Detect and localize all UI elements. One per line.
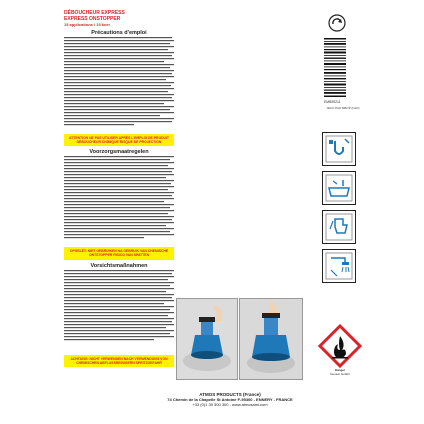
hazard-signal-word: Danger <box>334 368 346 372</box>
product-applications: 15 applications / 15 keer <box>64 22 111 27</box>
hazard-caption <box>318 368 362 376</box>
reference-code: JEKO PAD MBOP (NLD) <box>326 106 360 110</box>
company-name: ATMOS PRODUCTS (France) <box>199 392 261 397</box>
warning-de: ACHTUNG: NICHT VERWENDEN NACH VERWENDUNG VON CHEMISCHEN ABFLUSSREINIGERN SPRITZGEFAHR <box>64 355 174 367</box>
de-text-lines <box>64 270 174 350</box>
company-info <box>120 392 340 407</box>
fr-text-lines <box>64 37 174 129</box>
nl-text-lines <box>64 156 174 242</box>
product-label <box>56 8 374 418</box>
barcode-number: EMB95211 <box>324 100 341 104</box>
section-title-de: Vorsichtsmaßnahmen <box>90 262 148 269</box>
company-phone: +33 (0)1 30 300 300 - www.atmosami.com <box>192 402 268 407</box>
plunger-sink-illustration <box>177 299 237 379</box>
instructions-column <box>64 10 174 370</box>
warning-nl: OPGELET: NIET GEBRUIKEN NA GEBRUIK VAN CHEMISCHE ONTSTOPPER RISICO VAN SPATTEN <box>64 247 174 259</box>
fr-body-text <box>64 37 174 131</box>
product-title-nl: EXPRESS ONSTOPPER <box>64 16 121 22</box>
step-photo-1 <box>176 298 238 380</box>
plunger-pump-illustration <box>240 299 302 379</box>
barcode <box>324 38 346 98</box>
nl-body-text <box>64 156 174 244</box>
hazard-signal-word-translations: Gevaar Gefahr <box>330 372 350 376</box>
step-photo-2 <box>239 298 303 380</box>
flame-icon <box>318 324 362 368</box>
section-title-nl: Voorzorgsmaatregelen <box>89 149 149 156</box>
pictogram-toilet <box>322 210 356 244</box>
hazard-flammable-pictogram <box>318 324 362 368</box>
pictogram-sink-drain <box>322 132 356 166</box>
recycle-icon <box>328 14 346 37</box>
pictogram-shower <box>322 249 356 283</box>
de-body-text <box>64 270 174 352</box>
warning-fr: ATTENTION NE PAS UTILISER APRÈS L'EMPLOI DE PRODUIT DÉBOUCHEUR CHIMIQUE RISQUE DE PROJECTION <box>64 134 174 146</box>
pictogram-bathtub <box>322 171 356 205</box>
product-title-fr: DÉBOUCHEUR EXPRESS <box>64 10 125 16</box>
company-address: 74 Chemin de la Chapelle St Antoine F-95300 - ENNERY - FRANCE <box>167 397 293 402</box>
section-title-fr: Précautions d'emploi <box>91 30 147 36</box>
